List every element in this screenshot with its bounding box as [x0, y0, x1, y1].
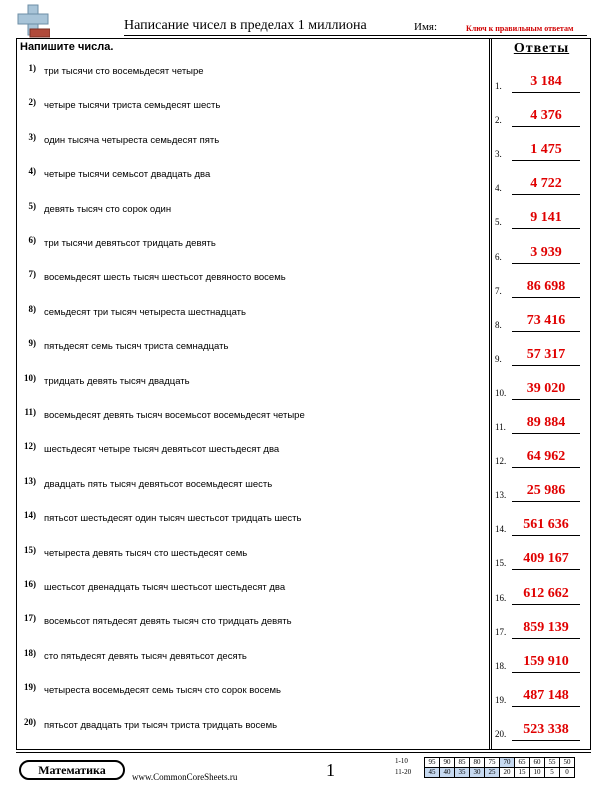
question-text: пятьсот двадцать три тысяч триста тридцать восемь [44, 719, 278, 731]
question-number: 3) [28, 131, 36, 142]
question-number: 1) [28, 63, 36, 73]
answer-line [512, 365, 580, 366]
score-row-label: 1-10 [395, 757, 408, 765]
answer-value: 4 722 [530, 176, 562, 192]
answer-number: 16. [495, 592, 507, 603]
score-cell: 35 [455, 768, 470, 778]
question-number: 11) [24, 407, 36, 417]
score-cell: 55 [545, 758, 560, 768]
answers-title: Ответы [513, 41, 570, 56]
question-text: пятьдесят семь тысяч триста семнадцать [44, 341, 229, 353]
score-cell: 65 [515, 758, 530, 768]
answer-line [512, 740, 580, 741]
question-number: 20) [24, 716, 36, 727]
question-text: восемьдесят девять тысяч восемьсот восемьдесят четыре [44, 410, 305, 421]
score-row-label: 11-20 [395, 768, 412, 776]
answer-value: 409 167 [523, 551, 569, 567]
question-number: 18) [24, 647, 36, 658]
answer-number: 1. [495, 81, 502, 91]
question-text: сто пятьдесят девять тысяч девятьсот десять [44, 650, 247, 662]
answer-value: 487 148 [523, 687, 569, 703]
answer-value: 25 986 [526, 483, 566, 499]
score-cell: 40 [440, 768, 455, 778]
answer-line [512, 297, 580, 298]
answer-line [512, 501, 580, 502]
answer-line [512, 467, 580, 468]
answer-line [512, 160, 580, 161]
answer-number: 19. [495, 694, 507, 705]
answer-line [512, 263, 580, 264]
question-number: 16) [24, 579, 36, 589]
answer-value: 57 317 [526, 346, 566, 362]
answer-line [512, 228, 580, 229]
answer-number: 17. [495, 626, 507, 637]
question-number: 2) [28, 97, 36, 108]
question-text: восемьсот пятьдесят девять тысяч сто тридцать девять [44, 616, 292, 628]
question-text: шестьдесят четыре тысяч девятьсот шестьдесят два [44, 444, 280, 456]
answer-line [512, 535, 580, 536]
question-number: 14) [24, 510, 36, 521]
question-text: двадцать пять тысяч девятьсот восемьдесят шесть [44, 478, 273, 490]
question-number: 6) [28, 235, 36, 245]
score-cell: 5 [545, 768, 560, 778]
answer-value: 859 139 [523, 619, 569, 635]
score-cell: 95 [425, 758, 440, 768]
answer-line [512, 604, 580, 605]
site-url: www.CommonCoreSheets.ru [132, 772, 238, 782]
answer-number: 18. [495, 660, 507, 671]
answer-line [512, 194, 580, 195]
score-cell: 75 [485, 758, 500, 768]
answer-number: 13. [495, 490, 507, 501]
name-label: Имя: [414, 21, 438, 33]
answer-number: 12. [495, 456, 507, 467]
answer-value: 612 662 [523, 585, 569, 601]
score-cell: 50 [560, 758, 575, 768]
answer-key-label: Ключ к правильным ответам [466, 24, 574, 33]
title-underline [124, 35, 587, 36]
answer-value: 89 884 [526, 415, 566, 430]
score-cell: 80 [470, 758, 485, 768]
question-number: 17) [24, 613, 36, 624]
answer-number: 3. [495, 149, 502, 160]
question-text: четыре тысячи триста семьдесят шесть [44, 100, 221, 112]
worksheet-title: Написание чисел в пределах 1 миллиона [124, 18, 367, 33]
score-cell: 60 [530, 758, 545, 768]
question-text: шестьсот двенадцать тысяч шестьсот шестьдесят два [44, 582, 286, 593]
question-number: 13) [24, 475, 36, 486]
answer-value: 523 338 [523, 721, 569, 737]
score-cell: 0 [560, 768, 575, 778]
answer-value: 9 141 [530, 210, 562, 226]
question-text: три тысячи сто восемьдесят четыре [44, 66, 204, 77]
answer-number: 7. [495, 285, 502, 296]
score-cell: 15 [515, 768, 530, 778]
answer-line [512, 638, 580, 639]
score-table [424, 757, 575, 778]
question-text: четыреста восемьдесят семь тысяч сто сорок восемь [44, 685, 282, 697]
score-cell: 85 [455, 758, 470, 768]
answer-number: 9. [495, 353, 502, 364]
instructions: Напишите числа. [20, 41, 114, 53]
answer-line [512, 331, 580, 332]
score-cell: 20 [500, 768, 515, 778]
question-number: 9) [28, 338, 36, 349]
page-number: 1 [326, 760, 335, 780]
answer-number: 11. [495, 422, 506, 432]
answer-line [512, 433, 580, 434]
score-cell: 45 [425, 768, 440, 778]
question-text: девять тысяч сто сорок один [44, 203, 172, 215]
answer-line [512, 399, 580, 400]
answer-number: 10. [495, 387, 507, 398]
answer-number: 14. [495, 524, 507, 535]
answer-number: 2. [495, 115, 502, 126]
answer-line [512, 92, 580, 93]
answer-column-divider [489, 38, 492, 750]
answer-value: 3 184 [530, 74, 562, 89]
question-number: 19) [24, 682, 36, 693]
answer-number: 6. [495, 251, 502, 262]
answer-value: 561 636 [523, 517, 569, 533]
answer-number: 5. [495, 217, 502, 228]
brand-logo: Математика [19, 760, 125, 780]
score-cell: 25 [485, 768, 500, 778]
answer-number: 8. [495, 319, 502, 330]
question-text: три тысячи девятьсот тридцать девять [44, 238, 216, 249]
score-cell: 30 [470, 768, 485, 778]
question-number: 5) [28, 200, 36, 211]
answer-value: 86 698 [526, 278, 566, 294]
answer-line [512, 672, 580, 673]
answer-line [512, 569, 580, 570]
question-text: тридцать девять тысяч двадцать [44, 375, 190, 387]
question-number: 10) [24, 372, 36, 383]
question-text: пятьсот шестьдесят один тысяч шестьсот тридцать шесть [44, 513, 302, 525]
question-number: 7) [28, 269, 36, 280]
score-cell: 70 [500, 758, 515, 768]
question-number: 15) [24, 544, 36, 555]
answer-value: 39 020 [526, 380, 566, 396]
plus-minus-logo-icon [16, 4, 50, 38]
score-cell: 90 [440, 758, 455, 768]
answer-line [512, 706, 580, 707]
question-text: семьдесят три тысяч четыреста шестнадцать [44, 306, 246, 318]
answer-value: 3 939 [530, 244, 562, 260]
question-number: 8) [28, 303, 36, 314]
question-number: 12) [24, 441, 36, 452]
answer-line [512, 126, 580, 127]
question-text: четыреста девять тысяч сто шестьдесят семь [44, 547, 248, 559]
score-cell: 10 [530, 768, 545, 778]
answer-number: 20. [495, 728, 507, 739]
question-text: четыре тысячи семьсот двадцать два [44, 169, 211, 181]
answer-value: 1 475 [530, 142, 562, 158]
answer-value: 159 910 [523, 653, 569, 669]
question-text: восемьдесят шесть тысяч шестьсот девяносто восемь [44, 272, 286, 284]
answer-number: 4. [495, 183, 502, 194]
question-text: один тысяча четыреста семьдесят пять [44, 134, 220, 146]
answer-value: 73 416 [526, 312, 566, 328]
question-number: 4) [28, 166, 36, 177]
answer-value: 4 376 [530, 108, 562, 124]
answer-number: 15. [495, 558, 507, 569]
answer-value: 64 962 [526, 449, 566, 465]
